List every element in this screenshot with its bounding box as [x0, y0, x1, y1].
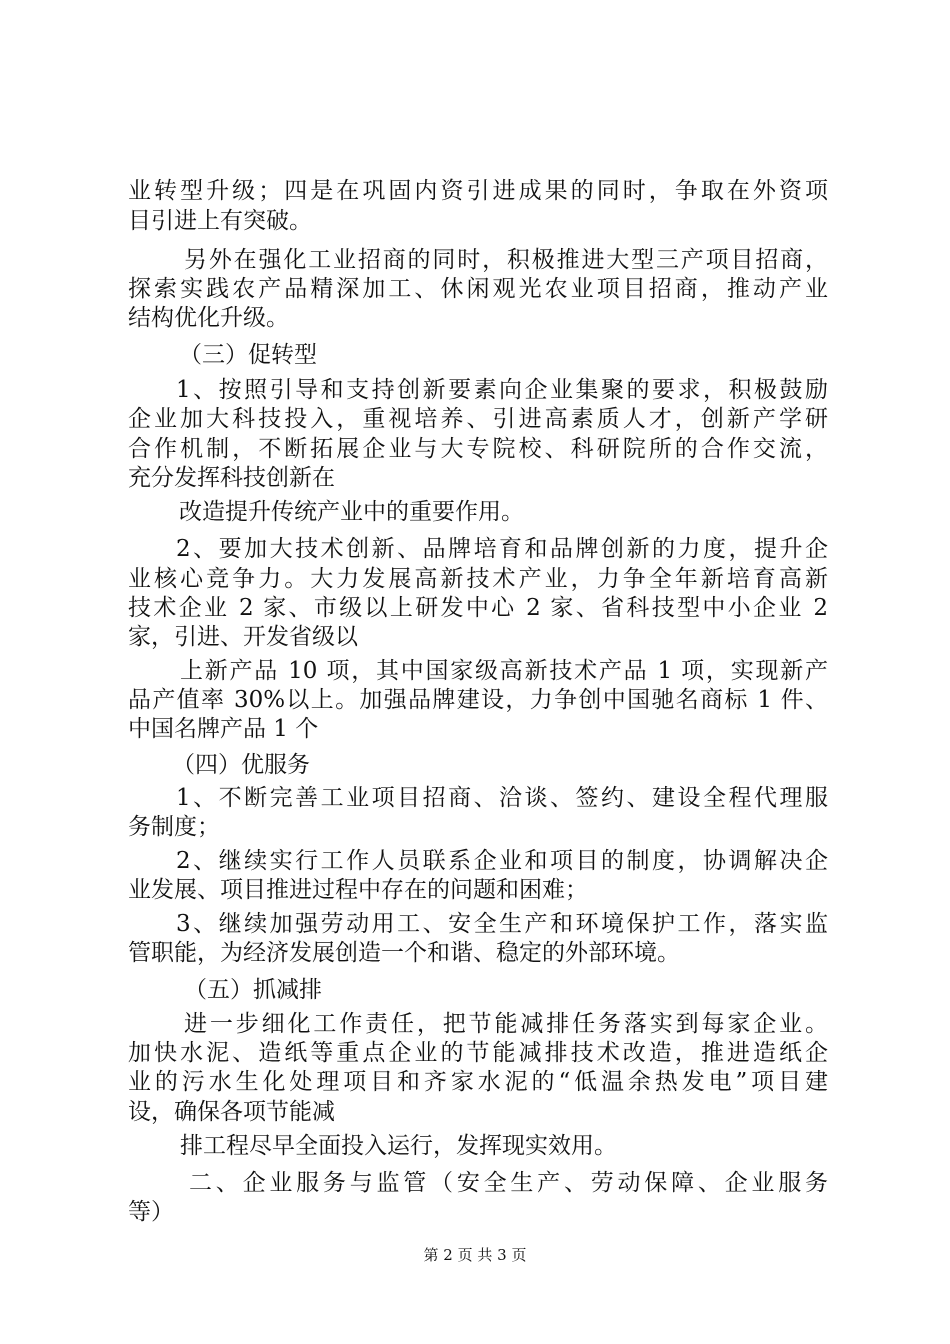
text-line: 结构优化升级。 — [128, 305, 289, 331]
text-line: 1、不断完善工业项目招商、洽谈、签约、建设全程代理服 — [176, 785, 828, 811]
text-line: 2、继续实行工作人员联系企业和项目的制度，协调解决企 — [176, 848, 828, 874]
text-line: 1、按照引导和支持创新要素向企业集聚的要求，积极鼓励 — [176, 377, 828, 403]
text-line: 另外在强化工业招商的同时，积极推进大型三产项目招商， — [184, 247, 828, 273]
text-line: 管职能，为经济发展创造一个和谐、稳定的外部环境。 — [128, 940, 680, 966]
text-line: 业转型升级；四是在巩固内资引进成果的同时，争取在外资项 — [128, 178, 828, 204]
text-line: 业核心竞争力。大力发展高新技术产业，力争全年新培育高新 — [128, 566, 828, 592]
section-heading: （五）抓减排 — [184, 977, 322, 1003]
text-line: 等） — [128, 1199, 174, 1225]
text-line: 进一步细化工作责任，把节能减排任务落实到每家企业。 — [184, 1011, 828, 1037]
page-number-footer: 第 2 页 共 3 页 — [423, 1246, 527, 1264]
text-line: 改造提升传统产业中的重要作用。 — [179, 499, 524, 525]
text-line: 2、要加大技术创新、品牌培育和品牌创新的力度，提升企 — [176, 536, 828, 562]
text-line: 业发展、项目推进过程中存在的问题和困难； — [128, 877, 588, 903]
section-heading: 二、企业服务与监管（安全生产、劳动保障、企业服务 — [189, 1170, 828, 1196]
text-line: 合作机制，不断拓展企业与大专院校、科研院所的合作交流， — [128, 436, 828, 462]
text-line: 充分发挥科技创新在 — [128, 465, 335, 491]
text-line: 3、继续加强劳动用工、安全生产和环境保护工作，落实监 — [176, 911, 828, 937]
text-line: 企业加大科技投入，重视培养、引进高素质人才，创新产学研 — [128, 406, 828, 432]
section-heading: （三）促转型 — [179, 342, 317, 368]
text-line: 探索实践农产品精深加工、休闲观光农业项目招商，推动产业 — [128, 276, 828, 302]
text-line: 目引进上有突破。 — [128, 208, 312, 234]
text-line: 业的污水生化处理项目和齐家水泥的“低温余热发电”项目建 — [128, 1069, 828, 1095]
text-line: 设，确保各项节能减 — [128, 1099, 335, 1125]
text-line: 加快水泥、造纸等重点企业的节能减排技术改造，推进造纸企 — [128, 1040, 828, 1066]
text-line: 排工程尽早全面投入运行，发挥现实效用。 — [180, 1133, 617, 1159]
section-heading: （四）优服务 — [172, 752, 310, 778]
text-line: 务制度； — [128, 814, 220, 840]
text-line: 中国名牌产品 1 个 — [128, 716, 319, 742]
text-line: 家，引进、开发省级以 — [128, 624, 358, 650]
text-line: 上新产品 10 项，其中国家级高新技术产品 1 项，实现新产 — [180, 658, 828, 684]
text-line: 品产值率 30%以上。加强品牌建设，力争创中国驰名商标 1 件、 — [128, 687, 828, 713]
text-line: 技术企业 2 家、市级以上研发中心 2 家、省科技型中小企业 2 — [128, 595, 828, 621]
